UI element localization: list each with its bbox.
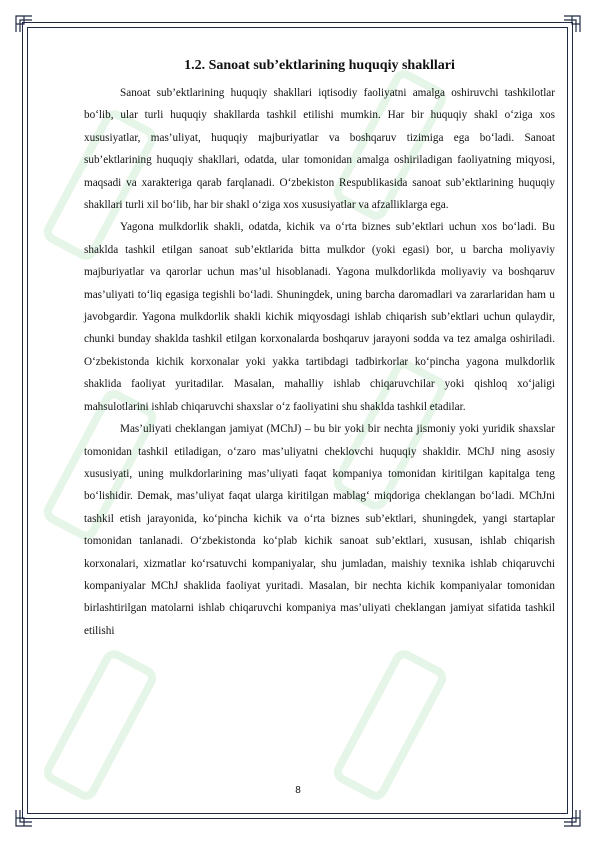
paragraph: Mas’uliyati cheklangan jamiyat (MChJ) – bu bir yoki bir nechta jismoniy yoki yuridik shaxslar tomonidan tashkil etiladigan, o‘zaro mas’uliyatni cheklovchi huquqiy shakldir. MChJ ning asosiy xususiyati, uning mulkdorlarining mas’uliyati faqat kompaniya tomonidan kiritilgan kapitalga teng bo‘lishidir. Demak, mas’uliyat faqat ularga kiritilgan mablag‘ miqdoriga cheklangan bo‘ladi. MChJni tashkil etish jarayonida, ko‘pincha kichik va o‘rta biznes sub’ektlari, shuningdek, yangi startaplar tomonidan tanlanadi. O‘zbekistonda ko‘plab kichik sanoat sub’ektlari, xususan, ishlab chiqarish korxonalari, xizmatlar ko‘rsatuvchi kompaniyalar, shu jumladan, maishiy texnika ishlab chiqaruvchi kompaniyalar MChJ shaklida faoliyat yuritadi. Masalan, bir nechta kichik kompaniyalar tomonidan birlashtirilgan matolarni ishlab chiqaruvchi kompaniya mas’uliyati cheklangan jamiyat sifatida tashkil etilishi [84,423,555,637]
document-body [84,56,555,642]
corner-ornament-icon [563,809,581,827]
section-title: 1.2. Sanoat sub’ektlarining huquqiy shakllari [184,58,455,73]
page-number: 8 [295,785,301,796]
paragraph: Sanoat sub’ektlarining huquqiy shakllari iqtisodiy faoliyatni amalga oshiruvchi tashkilotlar bo‘lib, ular turli huquqiy shakllarda tashkil etilishi mumkin. Har bir huquqiy shakl o‘ziga xos xususiyatlar, mas’uliyat, huquqiy majburiyatlar va boshqaruv tizimiga ega bo‘ladi. Sanoat sub’ektlarining huquqiy shakllari, odatda, ular tomonidan amalga oshiriladigan faoliyatning miqyosi, maqsadi va xarakteriga qarab farqlanadi. O‘zbekiston Respublikasida sanoat sub’ektlarining huquqiy shakllari turli xil bo‘lib, har bir shakl o‘ziga xos xususiyatlar va afzalliklarga ega. [84,87,555,212]
corner-ornament-icon [15,809,33,827]
paragraph: Yagona mulkdorlik shakli, odatda, kichik va o‘rta biznes sub’ektlari uchun xos bo‘ladi. Bu shaklda tashkil etilgan sanoat sub’ektlarida bitta mulkdor (yoki egasi) bor, u barcha moliyaviy majburiyatlar va qarorlar uchun mas’ul hisoblanadi. Yagona mulkdorlikda moliyaviy va boshqaruv mas’uliyati to‘liq egasiga tegishli bo‘ladi. Shuningdek, uning barcha daromadlari va zararlaridan ham u javobgardir. Yagona mulkdorlik shakli kichik miqyosdagi ishlab chiqarish sub’ektlari uchun qulaydir, chunki bunday shaklda tashkil etilgan korxonalarda boshqaruv jarayoni sodda va tez amalga oshiriladi. O‘zbekistonda kichik korxonalar yoki yakka tartibdagi tadbirkorlar ko‘pincha yagona mulkdorlik shaklida faoliyat yuritadilar. Masalan, mahalliy ishlab chiqaruvchilar yoki qishloq xo‘jaligi mahsulotlarini ishlab chiqaruvchi shaxslar o‘z faoliyatini shu shaklda tashkil etadilar. [84,221,555,413]
corner-ornament-icon [563,15,581,33]
corner-ornament-icon [15,15,33,33]
